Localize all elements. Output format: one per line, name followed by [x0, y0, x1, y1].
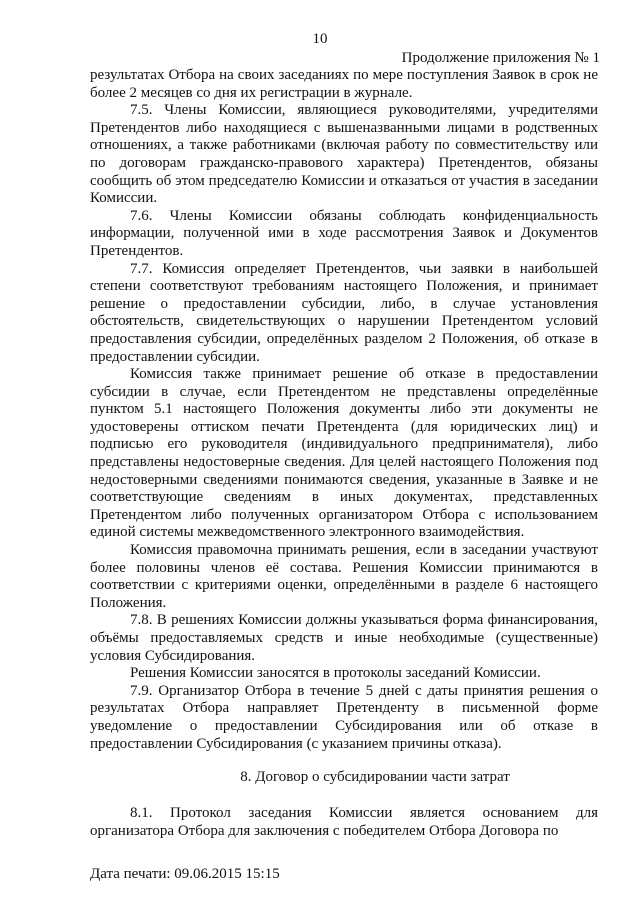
document-body: [90, 67, 598, 753]
paragraph-7-8: 7.8. В решениях Комиссии должны указываться форма финансирования, объёмы предоставляемых средств и иные необходимые (существенные) условия Субсидирования.: [90, 612, 598, 664]
section-heading: 8. Договор о субсидировании части затрат: [240, 769, 510, 785]
page-number: 10: [312, 31, 328, 47]
paragraph-7-6: 7.6. Члены Комиссии обязаны соблюдать конфиденциальность информации, полученной ими в ходе рассмотрения Заявок и Документов Претендентов.: [90, 207, 598, 259]
paragraph-8-1: 8.1. Протокол заседания Комиссии является основанием для организатора Отбора для заключения с победителем Отбора Договора по: [90, 805, 598, 839]
appendix-continuation-note: Продолжение приложения № 1: [401, 50, 600, 66]
paragraph-protocols: Решения Комиссии заносятся в протоколы заседаний Комиссии.: [130, 665, 541, 682]
paragraph-continuation: результатах Отбора на своих заседаниях по мере поступления Заявок в срок не более 2 месяцев со дня их регистрации в журнале.: [90, 67, 598, 101]
paragraph-7-9: 7.9. Организатор Отбора в течение 5 дней с даты принятия решения о результатах Отбора направляет Претенденту в письменной форме уведомление о предоставлении Субсидирования или об отказе в предоставлении Субсидирования (с указанием причины отказа).: [90, 682, 598, 752]
paragraph-quorum: Комиссия правомочна принимать решения, если в заседании участвуют более половины членов её состава. Решения Комиссии принимаются в соответствии с критериями оценки, определёнными в разделе 6 настоящего Положения.: [90, 542, 598, 611]
paragraph-refusal-conditions: Комиссия также принимает решение об отказе в предоставлении субсидии в случае, если Претендентом не представлены определённые пунктом 5.1 настоящего Положения документы либо эти документы не удостоверены оттиском печати Претендента (для юридических лиц) и подписью его руководителя (индивидуального предпринимателя), либо представлены недостоверные сведения. Для целей настоящего Положения под недостоверными сведениями понимаются сведения, указанные в Заявке и не соответствующие сведениям в иных документах, представленных Претендентом либо полученных организатором Отбора с использованием единой системы межведомственного электронного взаимодействия.: [90, 366, 598, 541]
paragraph-7-5: 7.5. Члены Комиссии, являющиеся руководителями, учредителями Претендентов либо находящиеся с вышеназванными лицами в родственных отношениях, а также работниками (включая работу по совместительству или по договорам гражданско-правового характера) Претендентов, обязаны сообщить об этом председателю Комиссии и отказаться от участия в заседании Комиссии.: [90, 102, 598, 207]
section-body: [90, 805, 598, 840]
print-date: Дата печати: 09.06.2015 15:15: [90, 866, 280, 882]
paragraph-7-7: 7.7. Комиссия определяет Претендентов, чьи заявки в наибольшей степени соответствуют требованиям настоящего Положения, и принимает решение о предоставлении субсидии, либо, в случае установления обстоятельств, свидетельствующих о нарушении Претендентом условий предоставления субсидии, определённых разделом 2 Положения, об отказе в предоставлении субсидии.: [90, 260, 598, 365]
